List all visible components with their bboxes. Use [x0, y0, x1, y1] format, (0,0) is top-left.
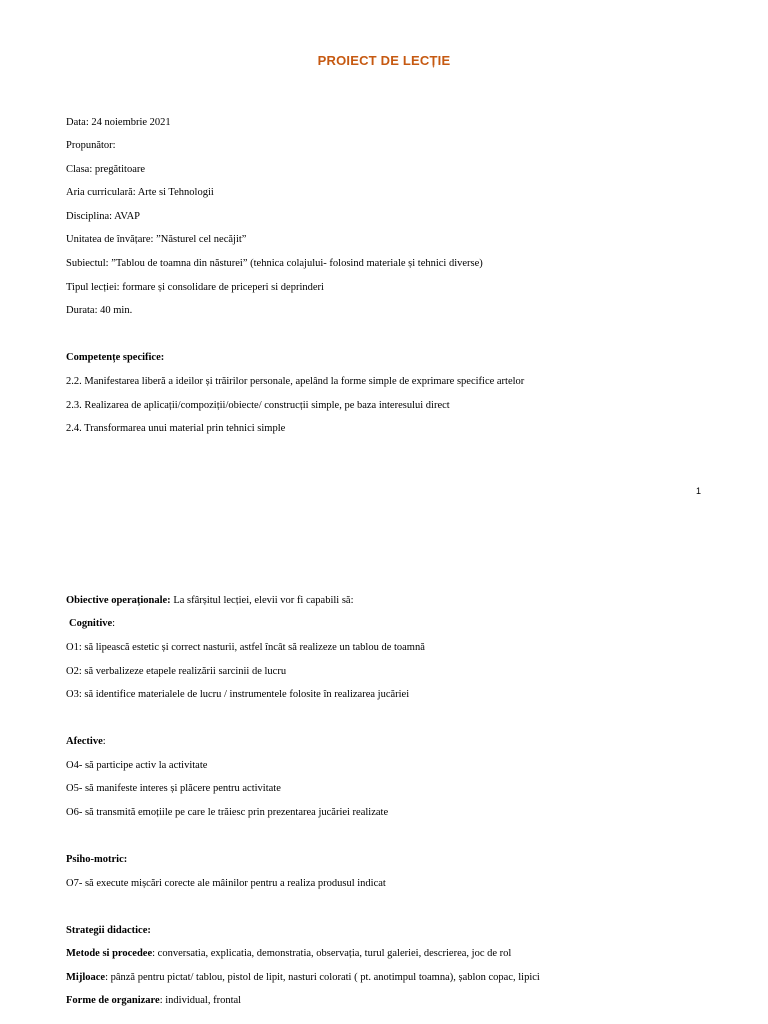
page-number: 1	[696, 486, 702, 496]
strategy-organization: Forme de organizare: individual, frontal	[66, 995, 242, 1006]
info-curricular-area: Aria curriculară: Arte si Tehnologii	[66, 187, 214, 198]
objective-item: O3: să identifice materialele de lucru / instrumentele folosite în realizarea jucăriei	[66, 689, 410, 700]
cognitive-heading: Cognitive:	[69, 618, 116, 629]
strategies-heading: Strategii didactice:	[66, 925, 151, 936]
objective-item: O7- să execute mișcări corecte ale mâinilor pentru a realiza produsul indicat	[66, 878, 386, 889]
info-learning-unit: Unitatea de învățare: ”Năsturel cel necăjit”	[66, 234, 247, 245]
strategy-methods: Metode si procedee: conversatia, explicatia, demonstratia, observația, turul galeriei, descrierea, joc de rol	[66, 948, 512, 959]
objective-item: O2: să verbalizeze etapele realizării sarcinii de lucru	[66, 666, 287, 677]
objective-item: O1: să lipească estetic și correct nasturii, astfel încât să realizeze un tablou de toamnă	[66, 642, 425, 653]
info-proposer: Propunător:	[66, 140, 116, 151]
info-duration: Durata: 40 min.	[66, 305, 133, 316]
objectives-heading-line: Obiective operaționale: La sfârșitul lecției, elevii vor fi capabili să:	[66, 595, 354, 606]
info-date: Data: 24 noiembrie 2021	[66, 117, 171, 128]
strategy-means: Mijloace: pânză pentru pictat/ tablou, pistol de lipit, nasturi colorati ( pt. anotimpul toamna), șablon copac, lipici	[66, 972, 540, 983]
psychomotor-heading: Psiho-motric:	[66, 854, 128, 865]
objective-item: O4- să participe activ la activitate	[66, 760, 208, 771]
document-title: PROIECT DE LECȚIE	[317, 53, 451, 68]
info-subject: Subiectul: ”Tablou de toamna din năsturei” (tehnica colajului- folosind materiale și tehnici diverse)	[66, 258, 483, 269]
info-class: Clasa: pregătitoare	[66, 164, 146, 175]
affective-heading: Afective:	[66, 736, 106, 747]
competence-item: 2.4. Transformarea unui material prin tehnici simple	[66, 423, 286, 434]
info-discipline: Disciplina: AVAP	[66, 211, 141, 222]
competences-heading: Competențe specifice:	[66, 352, 165, 363]
objective-item: O6- să transmită emoțiile pe care le trăiesc prin prezentarea jucăriei realizate	[66, 807, 389, 818]
competence-item: 2.2. Manifestarea liberă a ideilor și trăirilor personale, apelând la forme simple de exprimare specifice artelor	[66, 376, 525, 387]
competence-item: 2.3. Realizarea de aplicații/compoziții/obiecte/ construcții simple, pe baza interesului direct	[66, 400, 450, 411]
objective-item: O5- să manifeste interes și plăcere pentru activitate	[66, 783, 281, 794]
info-lesson-type: Tipul lecției: formare și consolidare de priceperi si deprinderi	[66, 282, 324, 293]
